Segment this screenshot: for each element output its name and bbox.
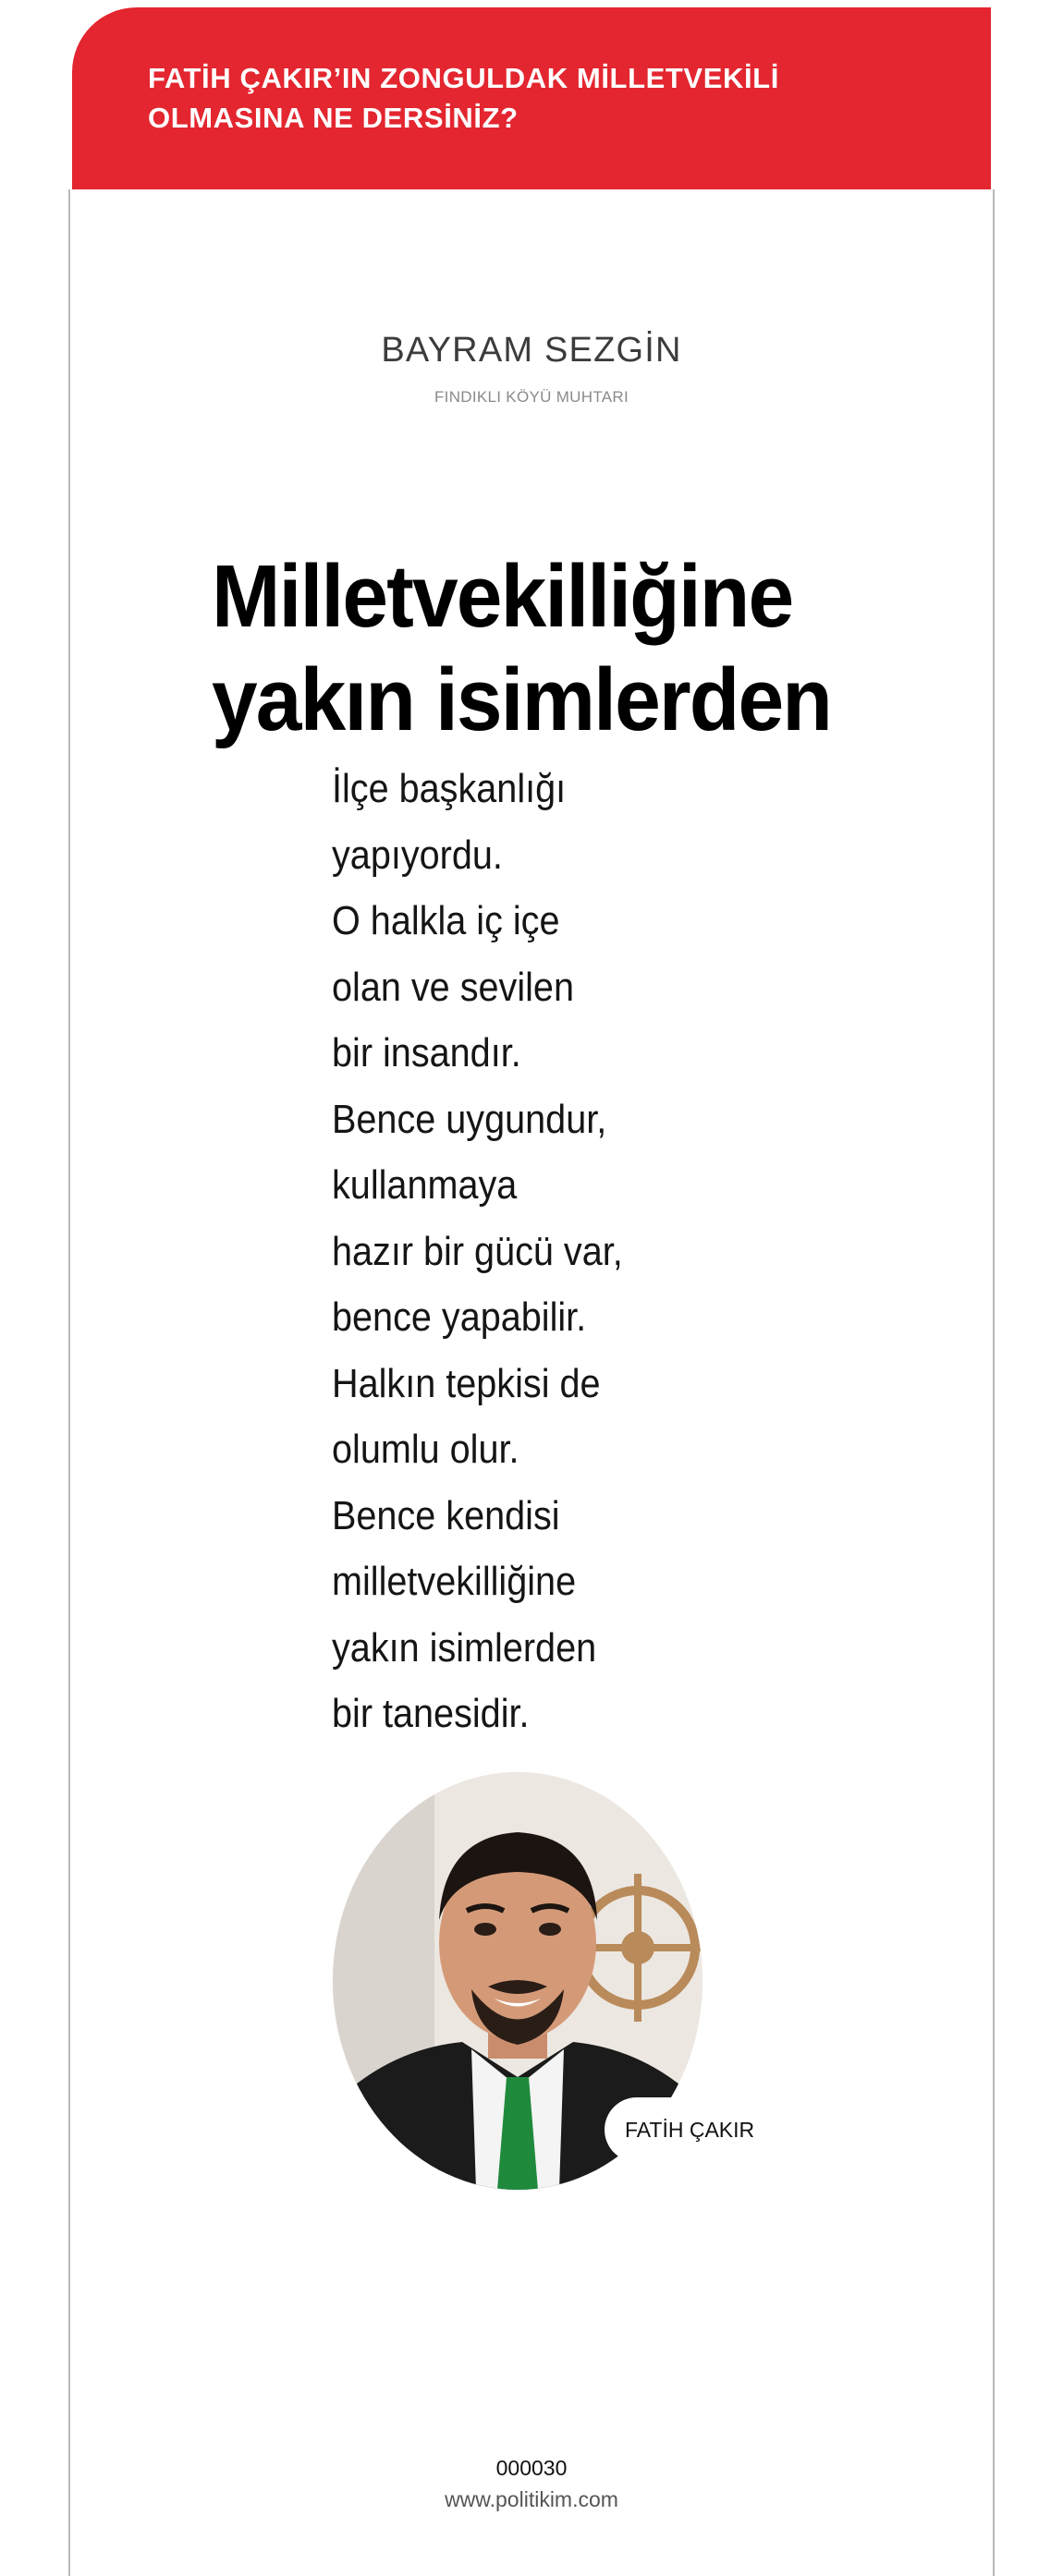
quote-line: bir tanesidir. [332, 1691, 530, 1736]
quote-line: yakın isimlerden [332, 1624, 597, 1671]
page-code: 000030 [495, 2456, 568, 2480]
quote-line: bence yapabilir. [332, 1294, 587, 1340]
quote-line: milletvekilliğine [332, 1559, 577, 1604]
quote-line: kullanmaya [332, 1162, 518, 1208]
quote-line: İlçe başkanlığı [332, 766, 567, 811]
quote-line: bir insandır. [332, 1030, 521, 1075]
quote-line: Bence uygundur, [332, 1096, 607, 1142]
banner-title: FATİH ÇAKIR’IN ZONGULDAK MİLLETVEKİLİ OLMASINA NE DERSİNİZ? [148, 62, 779, 134]
quote-line: yapıyordu. [332, 832, 503, 878]
header-banner [72, 7, 991, 189]
author-role: FINDIKLI KÖYÜ MUHTARI [434, 388, 629, 406]
author-name: BAYRAM SEZGİN [381, 331, 682, 370]
quote-body [332, 756, 764, 1747]
headline [212, 545, 917, 752]
website-url[interactable]: www.politikim.com [445, 2487, 618, 2511]
quote-line: O halkla iç içe [332, 898, 560, 943]
quote-line: olan ve sevilen [332, 964, 574, 1010]
quote-line: hazır bir gücü var, [332, 1228, 623, 1274]
photo-caption: FATİH ÇAKIR [605, 2097, 762, 2162]
quote-line: Halkın tepkisi de [332, 1360, 601, 1406]
quote-line: olumlu olur. [332, 1427, 519, 1472]
quote-line: Bence kendisi [332, 1492, 560, 1538]
headline-line-1: Milletvekilliğine [212, 547, 793, 646]
headline-line-2: yakın isimlerden [212, 650, 831, 749]
